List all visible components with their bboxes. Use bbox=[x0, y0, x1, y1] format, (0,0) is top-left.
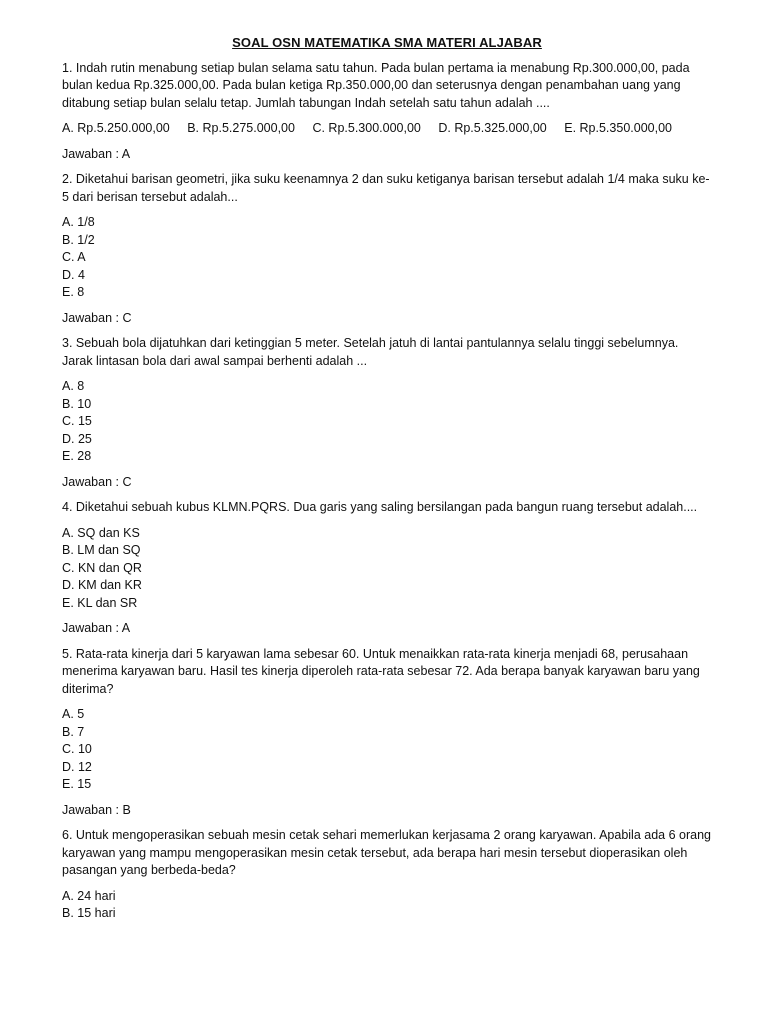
option-d: D. Rp.5.325.000,00 bbox=[438, 121, 547, 135]
option-d: D. 4 bbox=[62, 267, 85, 282]
question-1-text: 1. Indah rutin menabung setiap bulan selama satu tahun. Pada bulan pertama ia menabung Rp.300.000,00, pada bulan kedua Rp.325.000,00. Pada bulan ketiga Rp.350.000,00 dan seterusnya dengan penambahan uang yang ditabung setiap bulan selalu tetap. Jumlah tabungan Indah setelah satu tahun adalah .... bbox=[62, 60, 690, 110]
option-d: D. 25 bbox=[62, 431, 92, 446]
option-b: B. LM dan SQ bbox=[62, 543, 141, 557]
document-page bbox=[62, 34, 712, 931]
question-5-options bbox=[62, 706, 712, 794]
option-d: D. KM dan KR bbox=[62, 578, 142, 592]
option-a: A. 5 bbox=[62, 707, 85, 721]
question-2-answer: Jawaban : C bbox=[62, 310, 132, 325]
option-a: A. Rp.5.250.000,00 bbox=[62, 121, 170, 135]
option-b: B. 15 hari bbox=[62, 906, 116, 920]
option-c: C. A bbox=[62, 250, 86, 264]
question-3-text: 3. Sebuah bola dijatuhkan dari ketinggian 5 meter. Setelah jatuh di lantai pantulannya selalu tinggi sebelumnya. Jarak lintasan bola dari awal sampai berhenti adalah ... bbox=[62, 336, 679, 368]
option-b: B. 10 bbox=[62, 396, 92, 411]
option-b: B. 7 bbox=[62, 724, 85, 739]
option-c: C. KN dan QR bbox=[62, 560, 142, 575]
option-e: E. 28 bbox=[62, 449, 92, 463]
option-e: E. KL dan SR bbox=[62, 595, 138, 610]
question-2-options bbox=[62, 214, 712, 302]
option-a: A. 8 bbox=[62, 379, 85, 393]
option-c: C. 15 bbox=[62, 414, 92, 428]
question-4-answer: Jawaban : A bbox=[62, 621, 131, 635]
question-2-text: 2. Diketahui barisan geometri, jika suku keenamnya 2 dan suku ketiganya barisan tersebut adalah 1/4 maka suku ke-5 dari berisan tersebut adalah... bbox=[62, 172, 710, 204]
option-e: E. 8 bbox=[62, 285, 85, 299]
option-b: B. Rp.5.275.000,00 bbox=[187, 121, 295, 135]
question-5-answer: Jawaban : B bbox=[62, 802, 131, 817]
question-6-options bbox=[62, 888, 712, 923]
document-title: SOAL OSN MATEMATIKA SMA MATERI ALJABAR bbox=[232, 35, 542, 50]
option-c: C. Rp.5.300.000,00 bbox=[312, 121, 421, 135]
option-a: A. SQ dan KS bbox=[62, 525, 140, 540]
question-4-options bbox=[62, 525, 712, 613]
question-1-options bbox=[62, 120, 712, 138]
question-6-text: 6. Untuk mengoperasikan sebuah mesin cetak sehari memerlukan kerjasama 2 orang karyawan. Apabila ada 6 orang karyawan yang mampu mengoperasikan mesin cetak tersebut, ada berapa hari mesin tersebut dioperasikan oleh pasangan yang berbeda-beda? bbox=[62, 828, 711, 877]
option-c: C. 10 bbox=[62, 742, 92, 756]
question-3-options bbox=[62, 378, 712, 466]
option-a: A. 24 hari bbox=[62, 888, 116, 903]
question-3-answer: Jawaban : C bbox=[62, 474, 132, 489]
option-e: E. Rp.5.350.000,00 bbox=[564, 121, 672, 135]
question-5-text: 5. Rata-rata kinerja dari 5 karyawan lama sebesar 60. Untuk menaikkan rata-rata kinerja menjadi 68, perusahaan menerima karyawan baru. Hasil tes kinerja diperoleh rata-rata sebesar 72. Ada berapa banyak karyawan baru yang diterima? bbox=[62, 646, 700, 696]
option-b: B. 1/2 bbox=[62, 232, 95, 247]
question-1-answer: Jawaban : A bbox=[62, 146, 131, 161]
option-e: E. 15 bbox=[62, 777, 92, 791]
option-d: D. 12 bbox=[62, 759, 92, 774]
question-4-text: 4. Diketahui sebuah kubus KLMN.PQRS. Dua garis yang saling bersilangan pada bangun ruang tersebut adalah.... bbox=[62, 500, 698, 514]
option-a: A. 1/8 bbox=[62, 215, 95, 229]
